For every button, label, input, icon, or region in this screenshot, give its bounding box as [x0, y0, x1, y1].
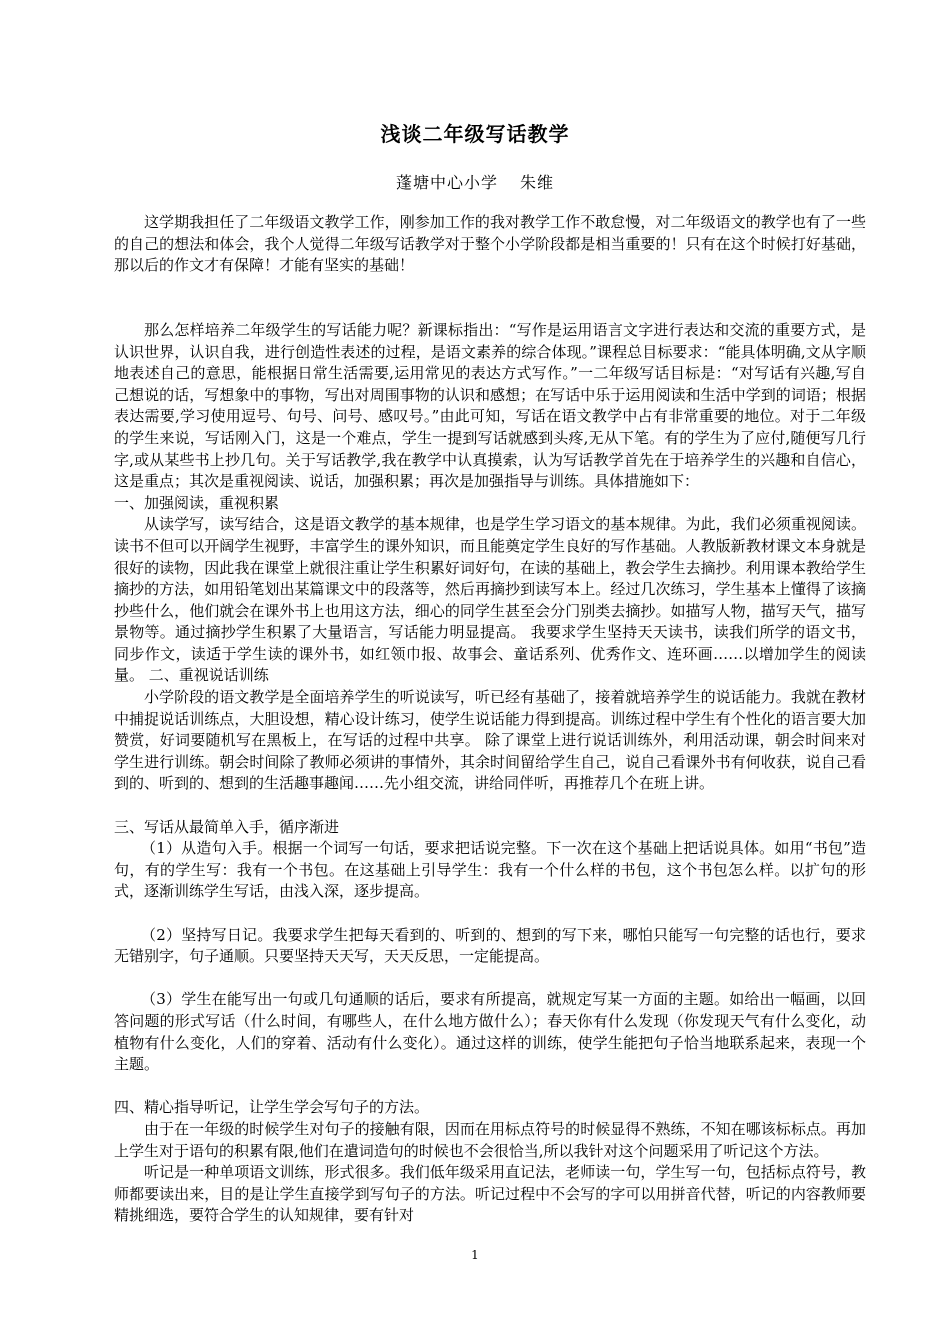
paragraph-spacer	[114, 1076, 866, 1098]
paragraph-spacer	[114, 298, 866, 320]
byline	[0, 170, 950, 193]
paragraph-dictation-method: 听记是一种单项语文训练，形式很多。我们低年级采用直记法，老师读一句，学生写一句，包括标点符号，教师都要读出来，目的是让学生直接学到写句子的方法。听记过程中不会写的字可以用拼音代替，听记的内容教师要精挑细选，要符合学生的认知规律，要有针对	[114, 1163, 866, 1225]
section-heading-4: 四、精心指导听记，让学生学会写句子的方法。	[114, 1098, 430, 1117]
document-title: 浅谈二年级写话教学	[380, 122, 570, 146]
paragraph-dictation-intro: 由于在一年级的时候学生对句子的接触有限，因而在用标点符号的时候显得不熟练，不知在哪该标标点。再加上学生对于语句的积累有限,他们在遣词造句的时候也不会很恰当,所以我针对这个问题采用了听记这个方法。	[114, 1119, 866, 1160]
paragraph-spacer	[114, 795, 866, 817]
section-heading-1: 一、加强阅读，重视积累	[114, 493, 280, 512]
author-name: 朱维	[520, 173, 555, 192]
paragraph-reading: 从读学写，读写结合，这是语文教学的基本规律，也是学生学习语文的基本规律。为此，我们必须重视阅读。读书不但可以开阔学生视野，丰富学生的课外知识，而且能奠定学生良好的写作基础。人教版新教材课文本身就是很好的读物，因此我在课堂上就很注重让学生积累好词好句，在读的基础上，教会学生去摘抄。利用课本教给学生摘抄的方法，如用铅笔划出某篇课文中的段落等，然后再摘抄到读写本上。经过几次练习，学生基本上懂得了该摘抄些什么，他们就会在课外书上也用这方法，细心的同学生甚至会分门别类去摘抄。如描写人物，描写天气，描写景物等。通过摘抄学生积累了大量语言，写话能力明显提高。 我要求学生坚持天天读书，读我们所学的语文书，同步作文，读适于学生读的课外书，如红领巾报、故事会、童话系列、优秀作文、连环画……以增加学生的阅读量。 二、重视说话训练	[114, 515, 866, 685]
paragraph-step-1: （1）从造句入手。根据一个词写一句话，要求把话说完整。下一次在这个基础上把话说具体。如用“书包”造句，有的学生写：我有一个书包。在这基础上引导学生：我有一个什么样的书包，这个书包怎么样。以扩句的形式，逐渐训练学生写话，由浅入深，逐步提高。	[114, 839, 866, 901]
page-number: 1	[471, 1248, 479, 1262]
school-name: 蓬塘中心小学	[395, 173, 498, 192]
paragraph-spacer	[114, 968, 866, 990]
document-body	[114, 212, 866, 1227]
paragraph-step-2: （2）坚持写日记。我要求学生把每天看到的、听到的、想到的写下来，哪怕只能写一句完整的话也行，要求无错别字，句子通顺。只要坚持天天写，天天反思，一定能提高。	[114, 925, 866, 966]
paragraph-spacer	[114, 277, 866, 299]
paragraph-step-3: （3）学生在能写出一句或几句通顺的话后，要求有所提高，就规定写某一方面的主题。如给出一幅画，以回答问题的形式写话（什么时间，有哪些人，在什么地方做什么）；春天你有什么发现（你发现天气有什么变化，动植物有什么变化，人们的穿着、活动有什么变化）。通过这样的训练，使学生能把句子恰当地联系起来，表现一个主题。	[114, 990, 866, 1074]
paragraph-intro: 这学期我担任了二年级语文教学工作，刚参加工作的我对教学工作不敢怠慢，对二年级语文的教学也有了一些的自己的想法和体会，我个人觉得二年级写话教学对于整个小学阶段都是相当重要的！只有在这个时候打好基础，那以后的作文才有保障！才能有坚实的基础！	[114, 213, 866, 275]
section-heading-3: 三、写话从最简单入手，循序渐进	[114, 817, 340, 836]
paragraph-spacer	[114, 903, 866, 925]
paragraph-curriculum: 那么怎样培养二年级学生的写话能力呢？新课标指出：“写作是运用语言文字进行表达和交流的重要方式，是认识世界，认识自我，进行创造性表述的过程，是语文素养的综合体现。”课程总目标要求：“能具体明确,文从字顺地表述自己的意思，能根据日常生活需要,运用常见的表达方式写作。”一二年级写话目标是：“对写话有兴趣,写自己想说的话，写想象中的事物，写出对周围事物的认识和感想；在写话中乐于运用阅读和生活中学到的词语；根据表达需要,学习使用逗号、句号、问号、感叹号。”由此可知，写话在语文教学中占有非常重要的地位。对于二年级的学生来说，写话刚入门，这是一个难点，学生一提到写话就感到头疼,无从下笔。有的学生为了应付,随便写几行字,或从某些书上抄几句。关于写话教学,我在教学中认真摸索，认为写话教学首先在于培养学生的兴趣和自信心，这是重点；其次是重视阅读、说话，加强积累；再次是加强指导与训练。具体措施如下：	[114, 320, 866, 491]
paragraph-speaking: 小学阶段的语文教学是全面培养学生的听说读写，听已经有基础了，接着就培养学生的说话能力。我就在教材中捕捉说话训练点，大胆设想，精心设计练习，使学生说话能力得到提高。训练过程中学生有个性化的语言要大加赞赏，好词要随机写在黑板上，在写话的过程中共享。 除了课堂上进行说话训练外，利用活动课，朝会时间来对学生进行训练。朝会时间除了教师必须讲的事情外，其余时间留给学生自己，说自己看课外书有何收获，说自己看到的、听到的、想到的生活趣事趣闻……先小组交流，讲给同伴听，再推荐几个在班上讲。	[114, 688, 866, 793]
